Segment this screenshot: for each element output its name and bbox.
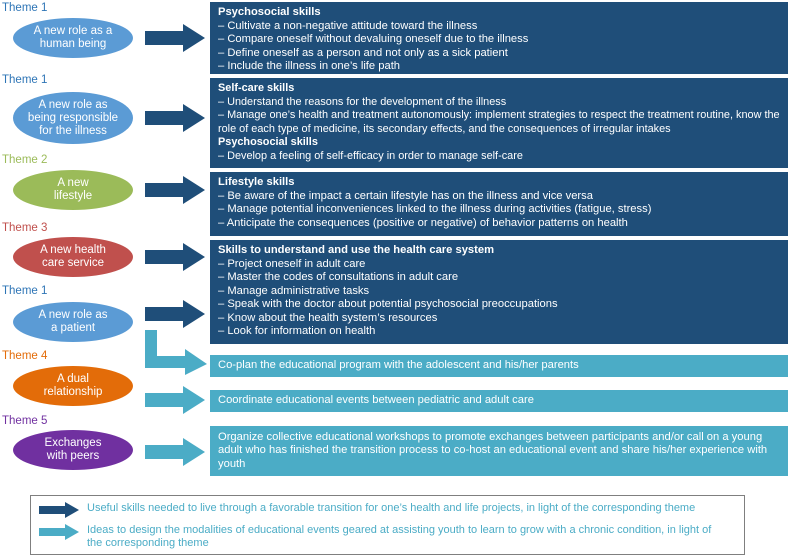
ellipse-label: A new role as a human being (33, 25, 113, 50)
arrow-right-icon (145, 24, 207, 52)
idea-text: Organize collective educational workshops to promote exchanges between participants and/or call on a young adult who has finished the transition process to co-host an educational event and share his/her experience with youth (218, 430, 768, 470)
ellipse-label: A new role as a patient (38, 309, 108, 334)
theme-label-1: Theme 1 (2, 2, 48, 14)
ellipse-label: Exchanges with peers (44, 437, 102, 462)
theme-label-3: Theme 2 (2, 154, 48, 166)
ellipse-patient (13, 302, 133, 342)
theme-label-5: Theme 1 (2, 285, 48, 297)
legend-text: Useful skills needed to live through a favorable transition for one’s health and life projects, in light of the corresponding theme (87, 502, 696, 514)
skill-title: Psychosocial skills (218, 6, 321, 18)
skill-item: – Manage one’s health and treatment autonomously: implement strategies to respect the treatment routine, know the role of each type of medicine, its secondary effects, and the consequences of irregular intakes (218, 109, 780, 135)
skill-item: – Master the codes of consultations in adult care (218, 271, 459, 283)
ellipse-dual (13, 366, 133, 406)
skill-item: – Manage potential inconveniences linked to the illness during activities (fatigue, stress) (218, 203, 652, 215)
arrow-right-icon (145, 438, 207, 466)
skill-item: – Include the illness in one’s life path (218, 60, 401, 72)
skill-item: – Define oneself as a person and not only as a sick patient (218, 46, 508, 59)
skill-item: – Project oneself in adult care (218, 257, 366, 270)
ellipse-lifestyle (13, 170, 133, 210)
skills-box-lifestyle (210, 172, 788, 236)
legend-item-ideas (39, 524, 727, 550)
ellipse-responsible (13, 92, 133, 144)
legend-item-skills (39, 502, 727, 518)
skill-item: – Be aware of the impact a certain lifestyle has on the illness and vice versa (218, 189, 593, 202)
idea-box-coordinate (210, 390, 788, 412)
arrow-right-icon (145, 386, 207, 414)
theme-label-4: Theme 3 (2, 222, 48, 234)
legend-dark-arrow-icon (39, 502, 79, 518)
theme-label-2: Theme 1 (2, 74, 48, 86)
theme-label-6: Theme 4 (2, 350, 48, 362)
legend-text: Ideas to design the modalities of educational events geared at assisting youth to learn to grow with a chronic condition, in light of the corresponding theme (87, 524, 712, 549)
ellipse-label: A dual relationship (43, 373, 103, 398)
ellipse-label: A new lifestyle (53, 177, 93, 202)
skill-item: – Manage administrative tasks (218, 284, 370, 297)
idea-text: Coordinate educational events between pediatric and adult care (218, 394, 534, 407)
ellipse-human-being (13, 18, 133, 58)
skills-box-self-care (210, 78, 788, 168)
ellipse-peers (13, 430, 133, 470)
arrow-right-icon (145, 104, 207, 132)
idea-box-workshops (210, 426, 788, 476)
legend (30, 495, 745, 555)
bent-arrow-icon (145, 330, 209, 376)
skill-title: Skills to understand and use the health care system (218, 244, 495, 256)
arrow-right-icon (145, 300, 207, 328)
theme-label-7: Theme 5 (2, 415, 48, 427)
skill-item: – Speak with the doctor about potential psychosocial preoccupations (218, 298, 558, 310)
skill-item: – Develop a feeling of self-efficacy in order to manage self-care (218, 149, 523, 162)
arrow-right-icon (145, 176, 207, 204)
skill-item: – Anticipate the consequences (positive or negative) of behavior patterns on health (218, 216, 628, 229)
idea-text: Co-plan the educational program with the adolescent and his/her parents (218, 359, 579, 372)
skill-item: – Know about the health system’s resources (218, 311, 438, 324)
skill-item: – Look for information on health (218, 325, 376, 337)
arrow-right-icon (145, 243, 207, 271)
skill-item: – Understand the reasons for the development of the illness (218, 95, 507, 108)
ellipse-health-care (13, 237, 133, 277)
ellipse-label: A new role as being responsible for the illness (27, 98, 119, 137)
skills-box-psychosocial (210, 2, 788, 74)
skill-item: – Cultivate a non-negative attitude toward the illness (218, 19, 478, 32)
skills-box-health-system (210, 240, 788, 344)
skill-title: Lifestyle skills (218, 176, 295, 188)
skill-title: Psychosocial skills (218, 136, 318, 148)
idea-box-coplan (210, 355, 788, 377)
skill-item: – Compare oneself without devaluing oneself due to the illness (218, 33, 529, 45)
legend-light-arrow-icon (39, 524, 79, 540)
ellipse-label: A new health care service (40, 244, 106, 269)
skill-title: Self-care skills (218, 82, 295, 94)
